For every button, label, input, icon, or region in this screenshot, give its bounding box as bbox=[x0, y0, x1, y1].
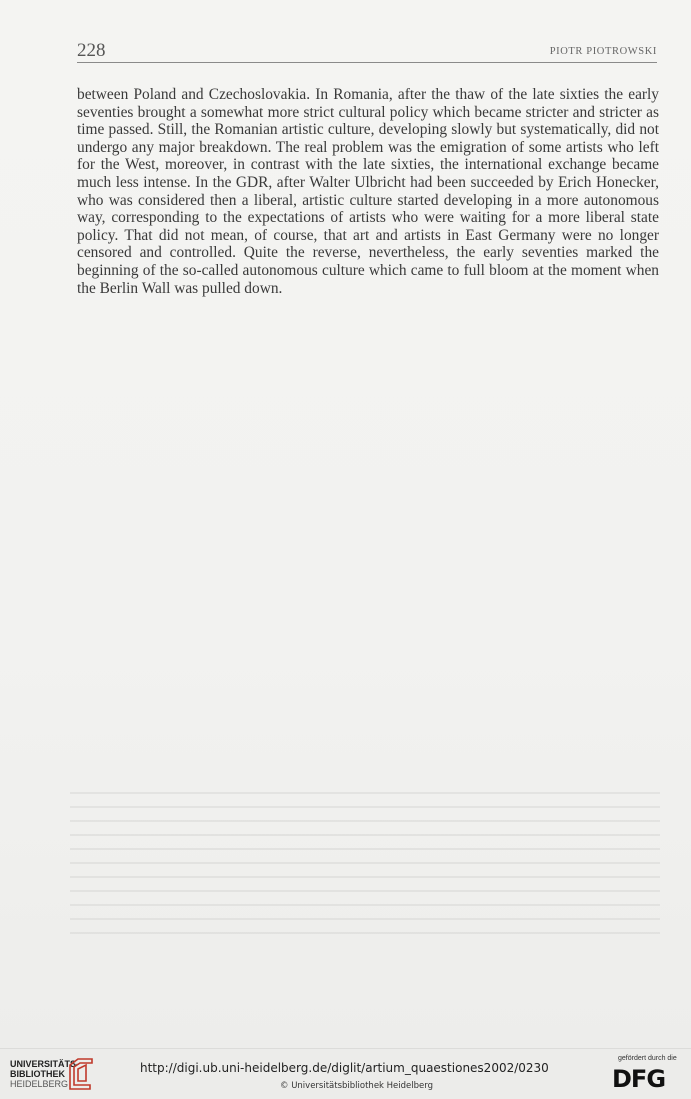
page-number: 228 bbox=[77, 40, 106, 61]
copyright-notice: © Universitätsbibliothek Heidelberg bbox=[280, 1081, 434, 1091]
running-head-author: PIOTR PIOTROWSKI bbox=[549, 46, 657, 57]
digitization-footer bbox=[0, 1048, 691, 1099]
show-through-text bbox=[70, 780, 660, 980]
library-logo-icon bbox=[66, 1055, 96, 1091]
library-name-line3: HEIDELBERG bbox=[10, 1079, 69, 1089]
body-paragraph: between Poland and Czechoslovakia. In Romania, after the thaw of the late sixties the early seventies brought a somewhat more strict cultural policy which became stricter and stricter as time passed. Still, the Romanian artistic culture, developing slowly but systematically, did not undergo any major breakdown. The real problem was the emigration of some artists who left for the West, moreover, in contrast with the late sixties, the international exchange became much less intense. In the GDR, after Walter Ulbricht had been succeeded by Erich Honecker, who was considered then a liberal, artistic culture started developing in a more autonomous way, corresponding to the expectations of artists who were waiting for a more liberal state policy. That did not mean, of course, that art and artists in East Germany were no longer censored and controlled. Quite the reverse, nevertheless, the early seventies marked the beginning of the so-called autonomous culture which came to full bloom at the moment when the Berlin Wall was pulled down. bbox=[77, 86, 659, 297]
funding-caption: gefördert durch die bbox=[618, 1055, 677, 1062]
running-head bbox=[77, 40, 657, 63]
library-name-line1: UNIVERSITÄTS- bbox=[10, 1059, 80, 1069]
permalink-url[interactable]: http://digi.ub.uni-heidelberg.de/diglit/artium_quaestiones2002/0230 bbox=[140, 1061, 549, 1075]
dfg-logo: DFG bbox=[612, 1065, 666, 1093]
library-name-line2: BIBLIOTHEK bbox=[10, 1069, 65, 1079]
